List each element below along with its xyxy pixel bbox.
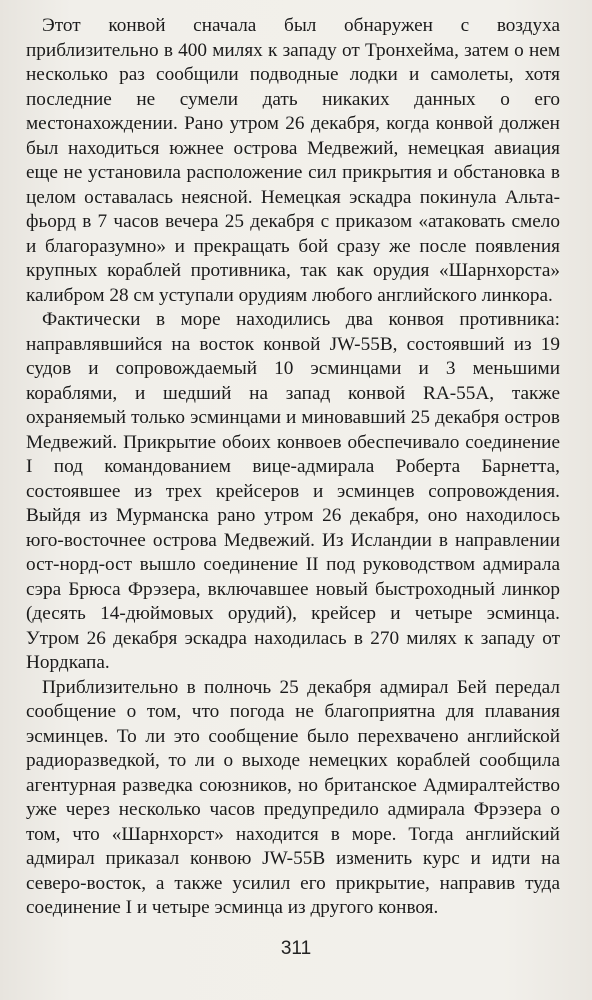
page-number: 311 bbox=[280, 938, 312, 959]
paragraph-3: Приблизительно в полночь 25 декабря адмирал Бей передал сообщение о том, что погода не благоприятна для плавания эсминцев. То ли это сообщение было перехвачено английской радиоразведкой, то ли о выходе немецких кораблей сообщила агентурная разведка союзников, но британское Адмиралтейство уже через несколько часов предупредило адмирала Фрэзера о том, что «Шарнхорст» находится в море. Тогда английский адмирал приказал конвою JW-55B изменить курс и идти на северо-восток, а также усилил его прикрытие, направив туда соединение I и четыре эсминца из другого конвоя. bbox=[26, 676, 560, 918]
body-text bbox=[26, 14, 560, 921]
paragraph-2: Фактически в море находились два конвоя противника: направлявшийся на восток конвой JW-55B, состоявший из 19 судов и сопровождаемый 10 эсминцами и 3 меньшими кораблями, и шедший на запад конвой RA-55A, также охраняемый только эсминцами и миновавший 25 декабря остров Медвежий. Прикрытие обоих конвоев обеспечивало соединение I под командованием вице-адмирала Роберта Барнетта, состоявшее из трех крейсеров и эсминцев сопровождения. Выйдя из Мурманска рано утром 26 декабря, оно находилось юго-восточнее острова Медвежий. Из Исландии в направлении ост-норд-ост вышло соединение II под руководством адмирала сэра Брюса Фрэзера, включавшее новый быстроходный линкор (десять 14-дюймовых орудий), крейсер и четыре эсминца. Утром 26 декабря эскадра находилась в 270 милях к западу от Нордкапа. bbox=[26, 309, 560, 673]
paragraph-1: Этот конвой сначала был обнаружен с воздуха приблизительно в 400 милях к западу от Тронхейма, затем о нем несколько раз сообщили подводные лодки и самолеты, хотя последние не сумели дать никаких данных о его местонахождении. Рано утром 26 декабря, когда конвой должен был находиться южнее острова Медвежий, немецкая авиация еще не установила расположение сил прикрытия и обстановка в целом оставалась неясной. Немецкая эскадра покинула Альта-фьорд в 7 часов вечера 25 декабря с приказом «атаковать смело и благоразумно» и прекращать бой сразу же после появления крупных кораблей противника, так как орудия «Шарнхорста» калибром 28 см уступали орудиям любого английского линкора. bbox=[26, 15, 560, 306]
